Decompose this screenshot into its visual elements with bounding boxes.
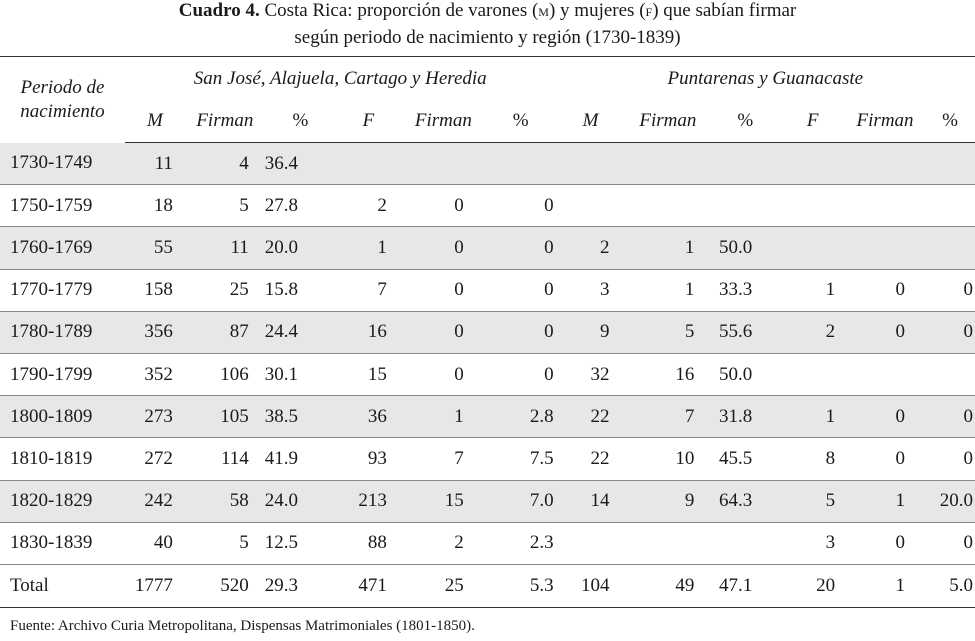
period-cell: Total bbox=[0, 564, 125, 607]
cell-central-pct: 2.3 bbox=[486, 522, 556, 564]
cell-central-firman: 0 bbox=[401, 353, 486, 395]
cell-coast-pct: 20.0 bbox=[925, 480, 975, 522]
cell-coast-firman bbox=[625, 522, 710, 564]
cell-central-pct: 30.1 bbox=[265, 353, 336, 395]
cell-coast-pct bbox=[710, 143, 780, 185]
cell-central-f: 1 bbox=[336, 227, 401, 269]
cell-central-firman: 105 bbox=[185, 396, 265, 438]
cell-coast-m: 3 bbox=[556, 269, 626, 311]
cell-central-firman: 114 bbox=[185, 438, 265, 480]
cell-coast-firman: 0 bbox=[845, 269, 925, 311]
table-row bbox=[0, 269, 975, 311]
caption-f-abbr: f bbox=[645, 1, 653, 20]
cell-central-m: 55 bbox=[125, 227, 185, 269]
cell-central-firman: 58 bbox=[185, 480, 265, 522]
cell-central-pct: 41.9 bbox=[265, 438, 336, 480]
col-header-coast-m: M bbox=[556, 101, 626, 143]
cell-central-f: 36 bbox=[336, 396, 401, 438]
cell-central-pct: 2.8 bbox=[486, 396, 556, 438]
cell-central-pct: 0 bbox=[486, 353, 556, 395]
cell-coast-firman: 1 bbox=[625, 227, 710, 269]
cell-coast-m: 2 bbox=[556, 227, 626, 269]
cell-central-f bbox=[336, 143, 401, 185]
cell-coast-m: 22 bbox=[556, 396, 626, 438]
period-cell: 1760-1769 bbox=[0, 227, 125, 269]
cell-central-pct: 7.0 bbox=[486, 480, 556, 522]
cell-coast-firman: 9 bbox=[625, 480, 710, 522]
cell-central-pct: 24.4 bbox=[265, 311, 336, 353]
cell-coast-firman: 0 bbox=[845, 522, 925, 564]
cell-coast-f bbox=[780, 185, 845, 227]
total-row bbox=[0, 564, 975, 607]
col-header-coast-firman: Firman bbox=[625, 101, 710, 143]
cell-coast-firman bbox=[845, 143, 925, 185]
cell-central-f: 2 bbox=[336, 185, 401, 227]
cell-coast-firman bbox=[845, 227, 925, 269]
cell-coast-firman: 1 bbox=[845, 564, 925, 607]
cell-central-firman: 0 bbox=[401, 311, 486, 353]
cell-central-m: 273 bbox=[125, 396, 185, 438]
cell-coast-m bbox=[556, 185, 626, 227]
cell-central-pct: 5.3 bbox=[486, 564, 556, 607]
cell-central-firman: 4 bbox=[185, 143, 265, 185]
source-note: Fuente: Archivo Curia Metropolitana, Dispensas Matrimoniales (1801-1850). bbox=[10, 618, 475, 634]
period-cell: 1790-1799 bbox=[0, 353, 125, 395]
cell-coast-pct bbox=[925, 143, 975, 185]
cell-central-f: 471 bbox=[336, 564, 401, 607]
cell-central-pct: 0 bbox=[486, 185, 556, 227]
cell-central-pct: 36.4 bbox=[265, 143, 336, 185]
cell-central-firman: 0 bbox=[401, 269, 486, 311]
cell-central-f: 16 bbox=[336, 311, 401, 353]
cell-central-pct: 0 bbox=[486, 227, 556, 269]
cell-central-pct: 24.0 bbox=[265, 480, 336, 522]
col-header-central-m: M bbox=[125, 101, 185, 143]
cell-central-firman bbox=[401, 143, 486, 185]
caption-text-a: Costa Rica: proporción de varones ( bbox=[259, 0, 539, 21]
period-cell: 1810-1819 bbox=[0, 438, 125, 480]
col-header-coast-f: F bbox=[780, 101, 845, 143]
cell-central-firman: 11 bbox=[185, 227, 265, 269]
cell-central-firman: 25 bbox=[185, 269, 265, 311]
cell-central-f: 93 bbox=[336, 438, 401, 480]
cell-coast-pct: 33.3 bbox=[710, 269, 780, 311]
col-header-central-firman: Firman bbox=[185, 101, 265, 143]
cell-coast-firman: 16 bbox=[625, 353, 710, 395]
cell-coast-pct: 47.1 bbox=[710, 564, 780, 607]
header-row-columns bbox=[0, 101, 975, 143]
cell-coast-pct bbox=[925, 353, 975, 395]
cell-central-firman: 15 bbox=[401, 480, 486, 522]
cell-coast-f: 3 bbox=[780, 522, 845, 564]
cell-coast-m bbox=[556, 522, 626, 564]
cell-coast-firman: 1 bbox=[625, 269, 710, 311]
cell-coast-f: 8 bbox=[780, 438, 845, 480]
cell-coast-firman: 0 bbox=[845, 311, 925, 353]
caption-label: Cuadro 4. bbox=[178, 0, 260, 21]
cell-coast-pct: 55.6 bbox=[710, 311, 780, 353]
cell-coast-firman: 10 bbox=[625, 438, 710, 480]
cell-central-pct: 12.5 bbox=[265, 522, 336, 564]
cell-coast-m: 9 bbox=[556, 311, 626, 353]
cell-central-m: 1777 bbox=[125, 564, 185, 607]
cell-central-pct: 38.5 bbox=[265, 396, 336, 438]
table-row bbox=[0, 185, 975, 227]
cell-central-firman: 2 bbox=[401, 522, 486, 564]
cell-coast-pct: 0 bbox=[925, 438, 975, 480]
cell-coast-m: 14 bbox=[556, 480, 626, 522]
cell-central-m: 158 bbox=[125, 269, 185, 311]
cell-coast-pct bbox=[710, 522, 780, 564]
cell-central-pct: 7.5 bbox=[486, 438, 556, 480]
period-header: Periodo de nacimiento bbox=[0, 57, 125, 143]
cell-coast-f: 5 bbox=[780, 480, 845, 522]
cell-central-m: 40 bbox=[125, 522, 185, 564]
cell-coast-pct: 0 bbox=[925, 269, 975, 311]
cell-central-pct: 15.8 bbox=[265, 269, 336, 311]
cell-central-firman: 5 bbox=[185, 522, 265, 564]
cell-central-m: 18 bbox=[125, 185, 185, 227]
table-row bbox=[0, 438, 975, 480]
caption-line-2: según periodo de nacimiento y región (1730-1839) bbox=[294, 27, 681, 48]
cell-central-pct: 27.8 bbox=[265, 185, 336, 227]
col-header-central-pct: % bbox=[486, 101, 556, 143]
cell-central-f: 213 bbox=[336, 480, 401, 522]
cell-coast-pct: 45.5 bbox=[710, 438, 780, 480]
cell-coast-pct: 0 bbox=[925, 522, 975, 564]
cell-coast-firman bbox=[845, 185, 925, 227]
cell-coast-firman bbox=[625, 143, 710, 185]
cell-coast-f bbox=[780, 353, 845, 395]
cell-coast-firman: 1 bbox=[845, 480, 925, 522]
cell-central-m: 272 bbox=[125, 438, 185, 480]
cell-coast-firman: 7 bbox=[625, 396, 710, 438]
cell-coast-f: 20 bbox=[780, 564, 845, 607]
col-header-central-f: F bbox=[336, 101, 401, 143]
cell-coast-pct: 0 bbox=[925, 311, 975, 353]
cell-coast-f bbox=[780, 227, 845, 269]
cell-central-m: 352 bbox=[125, 353, 185, 395]
cell-central-pct: 0 bbox=[486, 311, 556, 353]
cell-coast-firman: 0 bbox=[845, 438, 925, 480]
cell-central-f: 7 bbox=[336, 269, 401, 311]
caption-m-abbr: m bbox=[538, 1, 549, 20]
cell-central-firman: 0 bbox=[401, 185, 486, 227]
table-row bbox=[0, 227, 975, 269]
cell-coast-pct bbox=[925, 185, 975, 227]
cell-central-pct bbox=[486, 143, 556, 185]
cell-central-firman: 520 bbox=[185, 564, 265, 607]
header-row-groups bbox=[0, 57, 975, 101]
period-cell: 1830-1839 bbox=[0, 522, 125, 564]
cell-coast-pct: 64.3 bbox=[710, 480, 780, 522]
caption-text-b: ) y mujeres ( bbox=[548, 0, 646, 21]
table-row bbox=[0, 143, 975, 185]
cell-central-m: 242 bbox=[125, 480, 185, 522]
cell-coast-m: 32 bbox=[556, 353, 626, 395]
col-header-coast-firman: Firman bbox=[845, 101, 925, 143]
cell-central-firman: 87 bbox=[185, 311, 265, 353]
data-table bbox=[0, 56, 975, 608]
cell-central-pct: 29.3 bbox=[265, 564, 336, 607]
period-cell: 1780-1789 bbox=[0, 311, 125, 353]
col-header-coast-pct: % bbox=[925, 101, 975, 143]
cell-coast-pct: 31.8 bbox=[710, 396, 780, 438]
table-body bbox=[0, 143, 975, 608]
cell-coast-pct: 5.0 bbox=[925, 564, 975, 607]
cell-coast-f: 1 bbox=[780, 269, 845, 311]
cell-coast-firman: 5 bbox=[625, 311, 710, 353]
cell-coast-pct: 50.0 bbox=[710, 353, 780, 395]
caption-text-c: ) que sabían firmar bbox=[652, 0, 797, 21]
cell-coast-m: 104 bbox=[556, 564, 626, 607]
cell-coast-firman: 49 bbox=[625, 564, 710, 607]
cell-central-firman: 7 bbox=[401, 438, 486, 480]
cell-coast-m: 22 bbox=[556, 438, 626, 480]
region-header-coast: Puntarenas y Guanacaste bbox=[556, 57, 975, 101]
cell-coast-firman bbox=[845, 353, 925, 395]
cell-central-firman: 5 bbox=[185, 185, 265, 227]
table-row bbox=[0, 396, 975, 438]
caption-line-1 bbox=[0, 0, 975, 24]
col-header-coast-pct: % bbox=[710, 101, 780, 143]
period-cell: 1820-1829 bbox=[0, 480, 125, 522]
cell-central-firman: 25 bbox=[401, 564, 486, 607]
cell-coast-firman: 0 bbox=[845, 396, 925, 438]
cell-central-f: 88 bbox=[336, 522, 401, 564]
cell-central-pct: 20.0 bbox=[265, 227, 336, 269]
cell-coast-firman bbox=[625, 185, 710, 227]
table-row bbox=[0, 311, 975, 353]
cell-coast-pct: 0 bbox=[925, 396, 975, 438]
table-row bbox=[0, 522, 975, 564]
cell-central-firman: 106 bbox=[185, 353, 265, 395]
col-header-central-pct: % bbox=[265, 101, 336, 143]
cell-central-pct: 0 bbox=[486, 269, 556, 311]
cell-coast-f bbox=[780, 143, 845, 185]
table-row bbox=[0, 353, 975, 395]
cell-coast-pct: 50.0 bbox=[710, 227, 780, 269]
cell-central-m: 11 bbox=[125, 143, 185, 185]
table-caption bbox=[0, 0, 975, 51]
period-cell: 1800-1809 bbox=[0, 396, 125, 438]
period-cell: 1750-1759 bbox=[0, 185, 125, 227]
cell-coast-pct bbox=[925, 227, 975, 269]
period-cell: 1730-1749 bbox=[0, 143, 125, 185]
period-cell: 1770-1779 bbox=[0, 269, 125, 311]
col-header-central-firman: Firman bbox=[401, 101, 486, 143]
cell-coast-f: 1 bbox=[780, 396, 845, 438]
cell-central-firman: 1 bbox=[401, 396, 486, 438]
cell-central-m: 356 bbox=[125, 311, 185, 353]
cell-coast-m bbox=[556, 143, 626, 185]
cell-coast-pct bbox=[710, 185, 780, 227]
table-row bbox=[0, 480, 975, 522]
cell-central-firman: 0 bbox=[401, 227, 486, 269]
cell-central-f: 15 bbox=[336, 353, 401, 395]
region-header-central: San José, Alajuela, Cartago y Heredia bbox=[125, 57, 556, 101]
cell-coast-f: 2 bbox=[780, 311, 845, 353]
